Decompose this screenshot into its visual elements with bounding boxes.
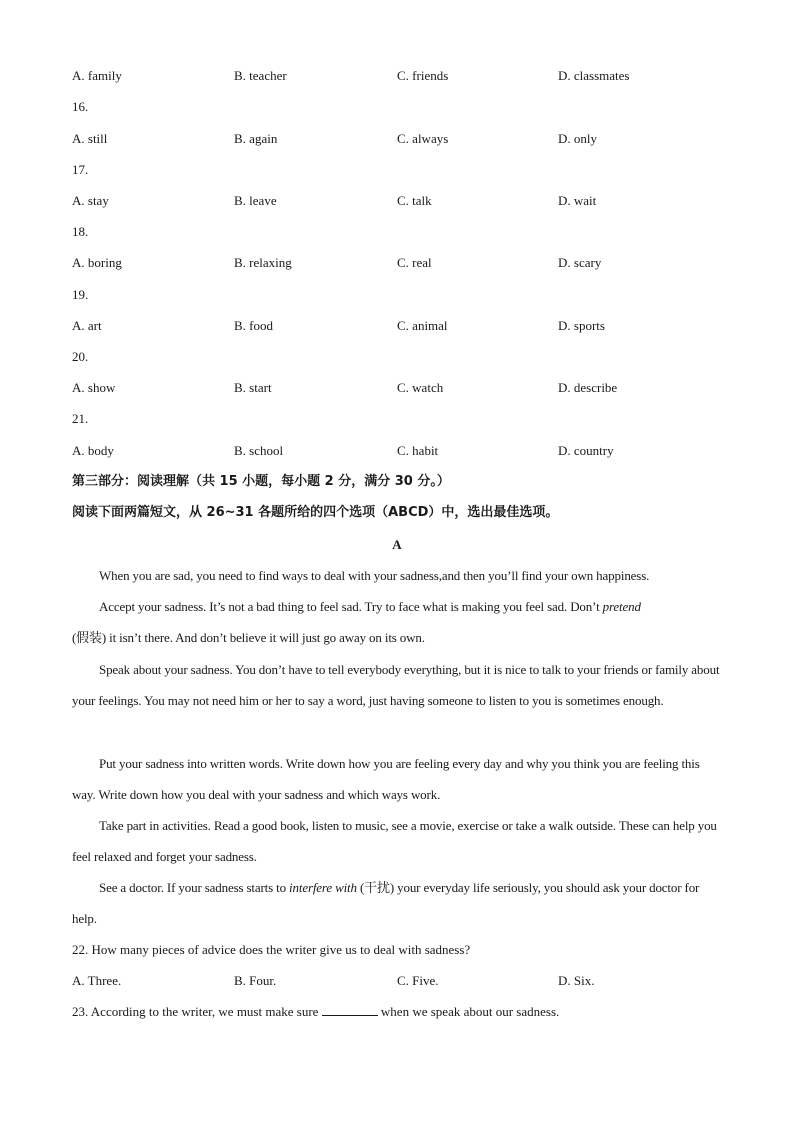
option-c: C. always [397,131,449,146]
option-c: C. animal [397,318,448,333]
option-d: D. Six. [558,973,595,988]
question-22-stem: 22. How many pieces of advice does the writer give us to deal with sadness? [72,942,471,957]
passage-paragraph-6 [72,872,722,934]
passage-paragraph-3 [72,654,722,716]
option-c: C. watch [397,380,444,395]
options-row-19 [72,316,732,336]
paragraph-text: When you are sad, you need to find ways to deal with your sadness,and then you’ll find your own happiness. [99,568,650,583]
option-a: A. boring [72,255,122,270]
section-instruction: 阅读下面两篇短文，从 26~31 各题所给的四个选项（ABCD）中，选出最佳选项。 [72,505,559,520]
option-b: B. start [234,380,272,395]
passage-paragraph-1 [72,560,722,591]
option-c: C. Five. [397,973,439,988]
question-number: 17. [72,162,89,177]
question-number: 21. [72,411,89,426]
question-23-stem [72,1002,732,1022]
paragraph-text: Put your sadness into written words. Write down how you are feeling every day and why you think you are feeling this way. Write down how you deal with your sadness and which ways work. [72,756,700,802]
answer-blank [322,1003,378,1016]
options-row-20 [72,378,732,398]
passage-label: A [392,537,402,552]
option-d: D. wait [558,193,597,208]
paragraph-text: (假装) it isn’t there. And don’t believe it will just go away on its own. [72,630,425,645]
option-b: B. again [234,131,278,146]
options-row-15 [72,66,732,86]
option-d: D. scary [558,255,602,270]
question-number: 19. [72,287,89,302]
option-a: A. art [72,318,102,333]
option-a: A. show [72,380,116,395]
option-d: D. sports [558,318,605,333]
question-number: 18. [72,224,89,239]
passage-paragraph-5 [72,810,722,872]
option-a: A. still [72,131,108,146]
option-d: D. country [558,443,614,458]
paragraph-text: (干扰) your everyday life seriously, you should ask your doctor for help. [72,880,700,926]
section-title: 第三部分：阅读理解（共 15 小题，每小题 2 分，满分 30 分。） [72,474,450,489]
option-c: C. friends [397,68,449,83]
options-row-16 [72,129,732,149]
question-number: 20. [72,349,89,364]
option-a: A. Three. [72,973,122,988]
option-d: D. only [558,131,597,146]
options-row-17 [72,191,732,211]
option-b: B. Four. [234,973,277,988]
italic-term: interfere with [289,880,357,895]
paragraph-text: Accept your sadness. It’s not a bad thing to feel sad. Try to face what is making you feel sad. Don’t [99,599,603,614]
options-row-22 [72,971,732,991]
option-a: A. family [72,68,122,83]
stem-text: when we speak about our sadness. [377,1004,560,1019]
italic-term: pretend [602,599,641,614]
options-row-18 [72,253,732,273]
option-b: B. food [234,318,273,333]
option-d: D. classmates [558,68,630,83]
question-number: 16. [72,99,89,114]
option-d: D. describe [558,380,618,395]
passage-paragraph-4 [72,748,722,810]
option-b: B. leave [234,193,277,208]
stem-text: 23. According to the writer, we must make sure [72,1004,322,1019]
option-c: C. real [397,255,432,270]
option-a: A. stay [72,193,109,208]
options-row-21 [72,441,732,461]
paragraph-text: Speak about your sadness. You don’t have to tell everybody everything, but it is nice to talk to your friends or family about your feelings. You may not need him or her to say a word, just having someone to listen to you is sometimes enough. [72,662,720,708]
option-c: C. habit [397,443,439,458]
paragraph-text: See a doctor. If your sadness starts to [99,880,290,895]
option-b: B. relaxing [234,255,292,270]
option-b: B. school [234,443,284,458]
option-c: C. talk [397,193,432,208]
option-b: B. teacher [234,68,287,83]
passage-paragraph-2 [72,591,722,653]
paragraph-text: Take part in activities. Read a good book, listen to music, see a movie, exercise or take a walk outside. These can help you feel relaxed and forget your sadness. [72,818,717,864]
option-a: A. body [72,443,114,458]
